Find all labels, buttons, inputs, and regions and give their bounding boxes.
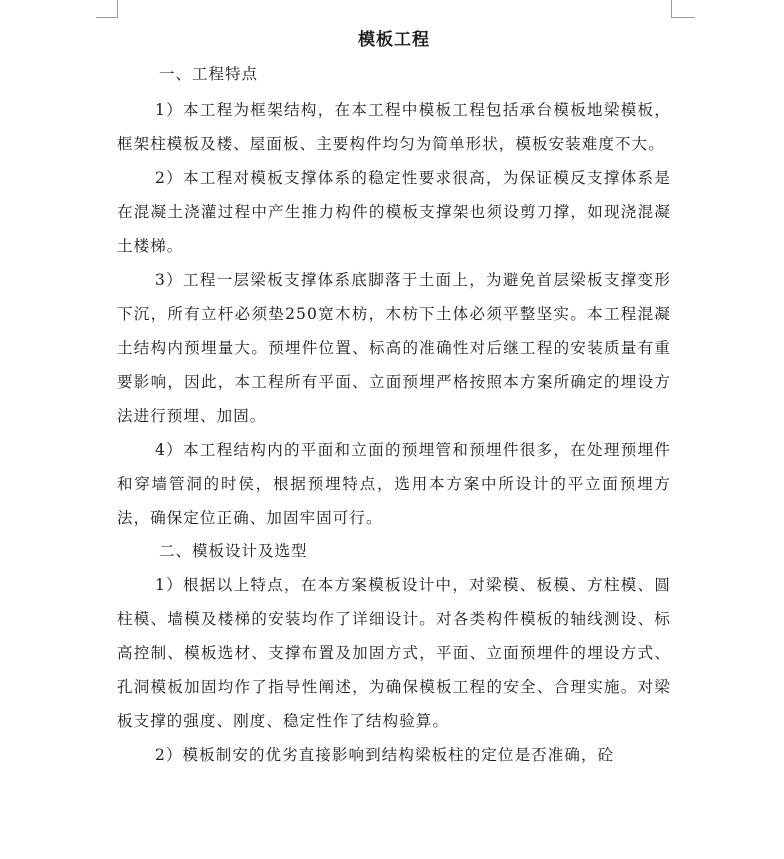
paragraph: 2）本工程对模板支撑体系的稳定性要求很高，为保证模反支撑体系是在混凝土浇灌过程中产生推力构件的模板支撑架也须设剪刀撑，如现浇混凝土楼梯。 — [117, 169, 671, 255]
paragraph: 3）工程一层梁板支撑体系底脚落于土面上，为避免首层梁板支撑变形下沉，所有立杆必须垫250宽木枋，木枋下土体必须平整坚实。本工程混凝土结构内预埋量大。预埋件位置、标高的准确性对后继工程的安装质量有重要影响，因此，本工程所有平面、立面预埋严格按照本方案所确定的埋设方法进行预埋、加固。 — [117, 271, 671, 425]
section-heading-design-selection: 二、模板设计及选型 — [159, 542, 308, 560]
paragraph: 4）本工程结构内的平面和立面的预埋管和预埋件很多，在处理预埋件和穿墙管洞的时侯，根据预埋特点，选用本方案中所设计的平立面预埋方法，确保定位正确、加固牢固可行。 — [117, 441, 671, 527]
paragraph: 2）模板制安的优劣直接影响到结构梁板柱的定位是否准确，砼 — [155, 746, 615, 764]
page-corner-mark-top-right — [671, 0, 695, 18]
paragraph: 1）根据以上特点，在本方案模板设计中，对梁模、板模、方柱模、圆柱模、墙模及楼梯的安装均作了详细设计。对各类构件模板的轴线测设、标高控制、模板选材、支撑布置及加固方式，平面、立面预埋件的埋设方式、孔洞模板加固均作了指导性阐述，为确保模板工程的安全、合理实施。对梁板支撑的强度、刚度、稳定性作了结构验算。 — [117, 576, 671, 730]
paragraph: 1）本工程为框架结构，在本工程中模板工程包括承台模板地梁模板，框架柱模板及楼、屋面板、主要构件均匀为简单形状，模板安装难度不大。 — [117, 101, 671, 153]
section-heading-characteristics: 一、工程特点 — [159, 65, 259, 83]
document-body — [117, 26, 671, 772]
document-title: 模板工程 — [358, 30, 430, 50]
page-corner-mark-top-left — [96, 0, 118, 18]
